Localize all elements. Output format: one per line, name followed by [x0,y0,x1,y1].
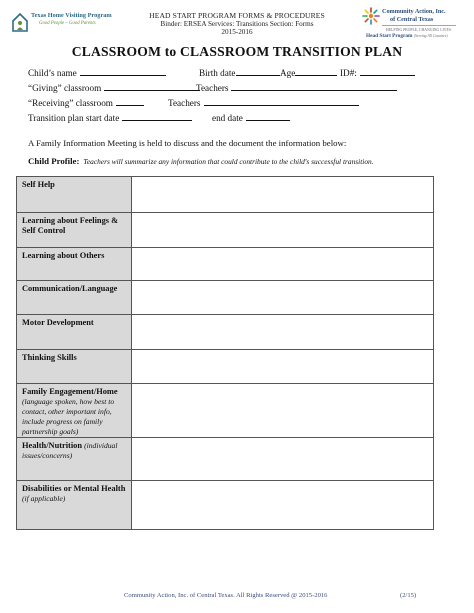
row-label-family [17,384,132,437]
receiving-classroom-group [28,97,144,108]
giving-classroom-label: “Giving” classroom [28,83,102,93]
texas-home-visiting-logo [12,10,120,38]
age-label: Age [280,68,296,78]
child-profile-note: Teachers will summarize any information that could contribute to the child's successful transition. [83,157,374,166]
row-label-others [17,248,132,280]
row-label-thinking [17,350,132,383]
childs-name-label: Child’s name [28,68,77,78]
giving-classroom-group [28,82,200,93]
left-logo-tagline: Good People – Good Parents [39,21,96,26]
row-label-note: (if applicable) [22,494,66,503]
row-entry-communication[interactable] [132,281,433,314]
teachers1-group [196,82,397,93]
end-date-input[interactable] [246,112,290,121]
birth-date-input[interactable] [236,67,280,76]
table-row [17,177,433,212]
header-line-3: 2015-2016 [221,28,253,36]
receiving-classroom-input[interactable] [116,97,144,106]
starburst-icon [362,7,380,25]
footer-copyright: Community Action, Inc. of Central Texas. All Rights Reserved @ 2015-2016 [124,592,328,599]
right-logo-line-2: of Central Texas [390,16,434,23]
right-logo-program [366,33,448,39]
row-label-feelings [17,213,132,247]
right-logo-program-tag: (Serving All Counties) [413,34,448,38]
teachers1-label: Teachers [196,83,229,93]
row-entry-self-help[interactable] [132,177,433,212]
community-action-logo [360,6,464,42]
row-label-text: Health/Nutrition [22,441,83,450]
plan-start-date-label: Transition plan start date [28,113,120,123]
right-logo-rule [382,25,456,26]
right-logo-line-1: Community Action, Inc. [382,8,446,15]
plan-start-date-input[interactable] [122,112,192,121]
table-row [17,247,433,280]
profile-table [16,176,434,530]
field-row-1 [28,67,166,78]
row-label-text: Communication/Language [22,284,118,293]
row-label-text: Learning about Others [22,251,105,260]
id-label: ID#: [340,68,357,78]
table-row [17,349,433,383]
right-logo-program-name: Head Start Program [366,33,413,39]
teachers2-label: Teachers [168,98,201,108]
row-entry-thinking[interactable] [132,350,433,383]
giving-classroom-input[interactable] [104,82,200,91]
table-row [17,383,433,437]
row-label-disabilities [17,481,132,529]
age-group [280,67,337,78]
row-entry-others[interactable] [132,248,433,280]
row-entry-family[interactable] [132,384,433,437]
row-entry-disabilities[interactable] [132,481,433,529]
birth-date-label: Birth date [199,68,236,78]
end-date-group [212,112,290,123]
row-entry-motor[interactable] [132,315,433,349]
right-logo-sub: HELPING PEOPLE, CHANGING LIVES [386,28,451,32]
table-row [17,314,433,349]
row-label-text: Disabilities or Mental Health [22,484,126,493]
child-profile-label: Child Profile: [28,156,80,166]
row-label-text: Motor Development [22,318,94,327]
row-label-text: Self Help [22,180,55,189]
table-row [17,437,433,480]
childs-name-input[interactable] [80,67,166,76]
table-row [17,480,433,529]
row-label-note: (language spoken, how best to contact, other important info, include progress on family partnership goals) [22,397,115,436]
plan-start-group [28,112,192,123]
intro-text: A Family Information Meeting is held to discuss and the document the information below: [28,138,347,148]
end-date-label: end date [212,113,243,123]
table-row [17,280,433,314]
receiving-classroom-label: “Receiving” classroom [28,98,113,108]
teachers2-group [168,97,359,108]
table-row [17,212,433,247]
page-number: (2/15) [400,592,417,599]
row-label-text: Learning about Feelings & Self Control [22,216,119,235]
row-label-health [17,438,132,480]
id-input[interactable] [360,67,415,76]
page-title: CLASSROOM to CLASSROOM TRANSITION PLAN [71,44,403,59]
age-input[interactable] [295,67,337,76]
row-entry-health[interactable] [132,438,433,480]
header-line-2: Binder: ERSEA Services: Transitions Section: Forms [160,20,314,28]
teachers1-input[interactable] [231,82,397,91]
header-line-1: HEAD START PROGRAM FORMS & PROCEDURES [149,11,325,20]
row-entry-feelings[interactable] [132,213,433,247]
row-label-text: Thinking Skills [22,353,77,362]
row-label-motor [17,315,132,349]
row-label-self-help [17,177,132,212]
row-label-text: Family Engagement/Home [22,387,118,396]
row-label-communication [17,281,132,314]
child-profile-line [28,156,374,166]
id-group [340,67,415,78]
left-logo-name: Texas Home Visiting Program [31,12,112,19]
birth-date-group [199,67,280,78]
house-icon [12,12,28,32]
row-label-note: (individual issues/concerns) [22,441,118,460]
teachers2-input[interactable] [204,97,359,106]
